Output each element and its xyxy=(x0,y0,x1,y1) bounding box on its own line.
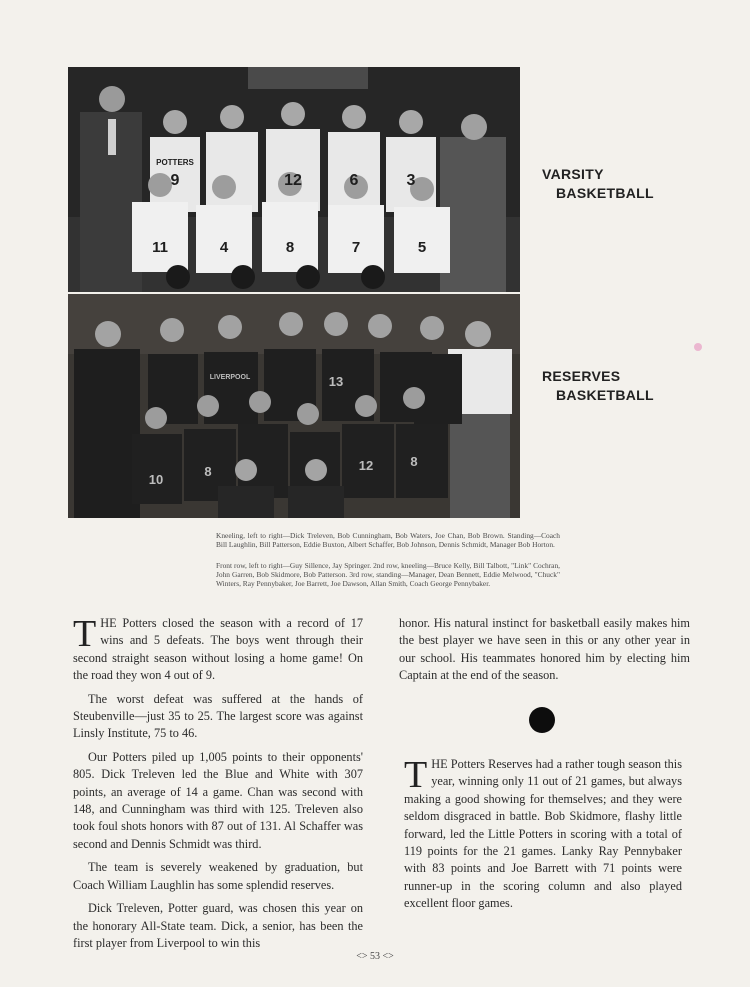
varsity-heading-line2: BASKETBALL xyxy=(556,185,654,201)
page-number: <> 53 <> xyxy=(356,951,394,962)
varsity-jersey-number: 3 xyxy=(406,172,416,189)
drop-cap: T xyxy=(73,613,97,655)
varsity-jersey-number: 11 xyxy=(152,239,168,256)
reserves-jersey-lettering: LIVERPOOL xyxy=(209,374,251,381)
article-paragraph-text: HE Potters closed the season with a record of 17 wins and 5 defeats. The boys went through their second straight season without losing a home game! On the road they won 4 out of 9. xyxy=(73,616,363,683)
article-right-column-continued xyxy=(399,615,690,691)
reserves-jersey-number: 10 xyxy=(148,472,164,487)
reserves-heading-line1: RESERVES xyxy=(542,368,621,384)
varsity-jersey-number: 4 xyxy=(219,239,229,256)
varsity-photo-art xyxy=(68,67,520,292)
article-paragraph: Dick Treleven, Potter guard, was chosen this year on the honorary All-State team. Dick, a senior, has been the first player from Liverpool to win this xyxy=(73,901,363,950)
reserves-caption: Front row, left to right—Guy Sillence, Jay Springer. 2nd row, kneeling—Bruce Kelly, Bill Talbott, "Link" Cochran, John Garren, Bob Skidmore, Bob Patterson. 3rd row, standing—Manager, Dean Bennett, Eddie Melwood, "Chuck" Winters, Ray Pennybaker, Joe Barrett, Joe Dawson, Allan Smith, Coach George Pennybaker. xyxy=(216,561,560,588)
article-paragraph: honor. His natural instinct for basketball easily makes him the best player we have seen in this or any other year in our school. His teammates honored him by electing him Captain at the end of the season. xyxy=(399,616,690,683)
reserves-heading xyxy=(542,367,654,405)
article-paragraph: Our Potters piled up 1,005 points to their opponents' 805. Dick Treleven led the Blue and White with 307 points, an average of 14 a game. Chan was second with 148, and Cunningham was third with 125. Treleven also took foul shots honors with 87 out of 131. Al Schaffer was second and Dennis Schmidt was third. xyxy=(73,749,363,851)
reserves-jersey-number: 13 xyxy=(328,374,344,389)
article-paragraph xyxy=(73,615,363,685)
reserves-jersey-number: 8 xyxy=(204,464,212,479)
varsity-jersey-number: 8 xyxy=(285,239,295,256)
reserves-jersey-number: 12 xyxy=(358,458,374,473)
ink-fleck xyxy=(694,343,702,351)
varsity-heading-line1: VARSITY xyxy=(542,166,604,182)
varsity-jersey-number: 7 xyxy=(351,239,361,256)
reserves-article xyxy=(404,756,682,919)
reserves-jersey-number: 8 xyxy=(410,454,418,469)
varsity-jersey-number: 6 xyxy=(349,172,359,189)
varsity-caption: Kneeling, left to right—Dick Treleven, Bob Cunningham, Bob Waters, Joe Chan, Bob Brown. Standing—Coach Bill Laughlin, Bill Patterson, Eddie Buxton, Albert Schaffer, Bob Johnson, Dennis Schmidt, Manager Bob Horton. xyxy=(216,531,560,549)
reserves-photo-art xyxy=(68,294,520,518)
article-paragraph: The team is severely weakened by graduation, but Coach William Laughlin has some splendid reserves. xyxy=(73,860,363,892)
varsity-heading xyxy=(542,165,654,203)
varsity-team-photo xyxy=(68,67,520,292)
article-paragraph-text: HE Potters Reserves had a rather tough season this year, winning only 11 out of 21 games, but always making a good showing for themselves; and they were seldom disgraced in battle. Bob Skidmore, flashy little forward, led the Little Potters in scoring with a total of 119 points for the 21 games. Lanky Ray Pennybaker with 83 points and Joe Barrett with 71 points were runner-up in the scoring column and also played excellent floor games. xyxy=(404,757,682,911)
article-paragraph xyxy=(404,756,682,913)
article-paragraph: The worst defeat was suffered at the hands of Steubenville—just 35 to 25. The largest score was against Linsly Institute, 75 to 46. xyxy=(73,691,363,741)
article-left-column xyxy=(73,615,363,958)
drop-cap: T xyxy=(404,754,428,796)
reserves-heading-line2: BASKETBALL xyxy=(556,387,654,403)
varsity-jersey-number: 5 xyxy=(417,239,427,256)
section-divider-dot xyxy=(529,707,555,733)
varsity-jersey-number: 9 xyxy=(170,172,180,189)
varsity-jersey-number: 12 xyxy=(284,172,302,189)
varsity-jersey-lettering: POTTERS xyxy=(156,158,194,167)
reserves-team-photo xyxy=(68,294,520,518)
